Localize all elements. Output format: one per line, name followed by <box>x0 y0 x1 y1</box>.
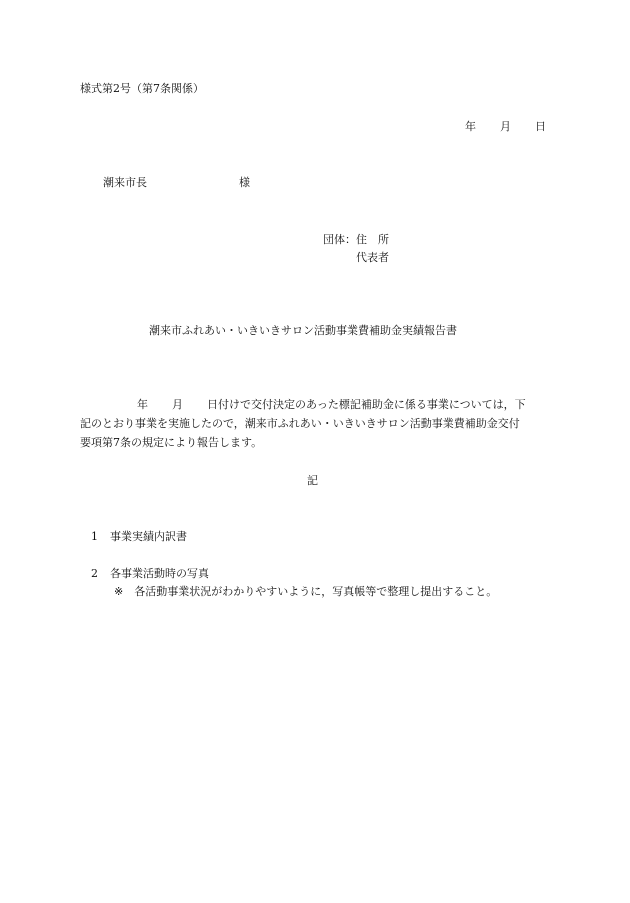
date-line <box>465 121 546 132</box>
body-line-1-text: 日付けで交付決定のあった標記補助金に係る事業については，下 <box>207 398 526 411</box>
addressee-honorific: 様 <box>239 176 250 189</box>
addressee-name: 潮来市長 <box>103 176 147 189</box>
list-item <box>91 568 209 579</box>
list-item-text: 事業実績内訳書 <box>110 530 187 543</box>
body-line-3: 要項第7条の規定により報告します。 <box>80 436 263 449</box>
date-month-label: 月 <box>500 120 511 133</box>
addressee <box>103 177 250 188</box>
list-item-number: 2 <box>91 567 98 580</box>
note-mark: ※ <box>114 585 124 598</box>
body-month-label: 月 <box>172 398 183 411</box>
body-line-1 <box>80 399 526 410</box>
note-text: 各活動事業状況がわかりやすいように，写真帳等で整理し提出すること。 <box>134 585 498 598</box>
document-title: 潮来市ふれあい・いきいきサロン活動事業費補助金実績報告書 <box>149 324 457 337</box>
applicant-rep-label: 代表者 <box>356 251 389 264</box>
ki-heading: 記 <box>307 474 318 487</box>
date-year-label: 年 <box>465 120 476 133</box>
body-line-2: 記のとおり事業を実施したので，潮来市ふれあい・いきいきサロン活動事業費補助金交付 <box>80 417 520 430</box>
date-day-label: 日 <box>535 120 546 133</box>
form-number: 様式第2号（第7条関係） <box>80 82 204 95</box>
note <box>114 586 497 597</box>
list-item-number: 1 <box>91 530 98 543</box>
body-year-label: 年 <box>137 398 148 411</box>
list-item <box>91 531 187 542</box>
list-item-text: 各事業活動時の写真 <box>110 567 209 580</box>
applicant-org-label: 団体：住 所 <box>323 233 389 246</box>
